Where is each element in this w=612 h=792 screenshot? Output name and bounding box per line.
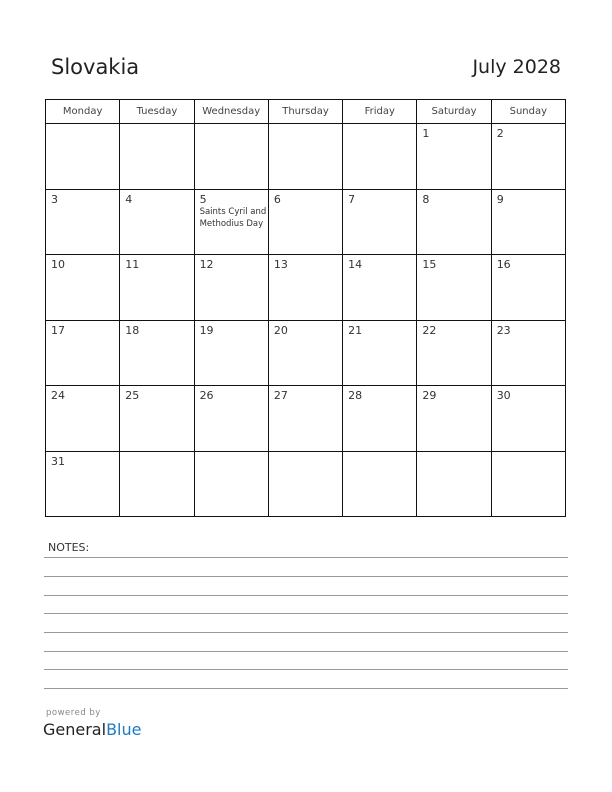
notes-line xyxy=(44,576,568,577)
notes-line xyxy=(44,613,568,614)
day-cell xyxy=(120,124,194,190)
day-number: 12 xyxy=(199,258,214,271)
day-cell xyxy=(491,451,565,517)
day-number: 23 xyxy=(496,323,511,337)
day-number: 10 xyxy=(51,258,65,271)
day-cell xyxy=(417,386,491,452)
notes-label: NOTES: xyxy=(48,541,90,554)
day-cell xyxy=(417,189,491,255)
day-cell xyxy=(417,124,491,190)
day-number: 7 xyxy=(348,192,356,206)
day-number: 22 xyxy=(422,323,437,337)
day-number xyxy=(269,452,342,455)
day-cell xyxy=(417,451,491,517)
day-cell xyxy=(417,255,491,321)
day-cell xyxy=(491,124,565,190)
notes-line xyxy=(44,632,568,633)
day-number: 16 xyxy=(496,258,511,271)
day-cell xyxy=(46,189,120,255)
weekday-header-row xyxy=(46,100,566,124)
weekday-friday: Friday xyxy=(343,100,417,124)
day-cell xyxy=(268,189,342,255)
brand-blue: Blue xyxy=(106,720,142,739)
day-cell xyxy=(46,386,120,452)
notes-line xyxy=(44,688,568,689)
day-number: 11 xyxy=(125,258,140,271)
week-row xyxy=(46,451,566,517)
day-number: 30 xyxy=(496,389,511,402)
day-number xyxy=(46,124,119,127)
day-number: 26 xyxy=(199,389,214,402)
day-number: 27 xyxy=(273,389,288,402)
holiday-label: Saints Cyril and Methodius Day xyxy=(199,206,267,229)
day-number: 18 xyxy=(125,323,140,337)
day-cell xyxy=(46,451,120,517)
day-cell xyxy=(491,386,565,452)
day-number xyxy=(417,452,490,455)
day-cell xyxy=(46,255,120,321)
day-cell xyxy=(120,255,194,321)
day-number: 6 xyxy=(273,192,281,206)
day-cell xyxy=(417,320,491,386)
day-cell xyxy=(491,320,565,386)
notes-line xyxy=(44,651,568,652)
notes-line xyxy=(44,595,568,596)
day-number: 14 xyxy=(348,258,363,271)
generalblue-logo xyxy=(43,720,141,739)
brand-general: General xyxy=(43,720,107,739)
day-number: 5 xyxy=(199,192,207,206)
day-cell xyxy=(194,451,268,517)
day-number: 13 xyxy=(273,258,288,271)
day-cell xyxy=(120,451,194,517)
notes-line xyxy=(44,557,568,558)
day-number: 31 xyxy=(51,454,65,468)
day-number: 3 xyxy=(51,192,58,206)
weekday-wednesday: Wednesday xyxy=(194,100,268,124)
day-number xyxy=(492,452,565,455)
day-number: 25 xyxy=(125,389,140,402)
day-cell xyxy=(194,255,268,321)
day-number: 8 xyxy=(422,192,430,206)
day-number xyxy=(343,452,416,455)
day-cell xyxy=(343,451,417,517)
day-number xyxy=(120,124,193,127)
week-row xyxy=(46,255,566,321)
day-number: 20 xyxy=(273,323,288,337)
week-row xyxy=(46,320,566,386)
week-row xyxy=(46,189,566,255)
day-cell xyxy=(268,451,342,517)
day-number xyxy=(120,452,193,455)
day-number: 17 xyxy=(51,323,65,337)
day-number: 1 xyxy=(422,127,430,140)
country-title: Slovakia xyxy=(51,55,140,79)
day-number: 15 xyxy=(422,258,437,271)
day-cell xyxy=(343,255,417,321)
weekday-monday: Monday xyxy=(46,100,120,124)
day-cell xyxy=(268,124,342,190)
day-cell xyxy=(120,320,194,386)
day-number xyxy=(343,124,416,127)
day-number: 28 xyxy=(348,389,363,402)
day-cell xyxy=(46,320,120,386)
day-number: 21 xyxy=(348,323,363,337)
day-number: 4 xyxy=(125,192,133,206)
day-number: 24 xyxy=(51,389,65,402)
day-cell xyxy=(491,255,565,321)
week-row xyxy=(46,124,566,190)
calendar-grid xyxy=(45,99,566,517)
day-cell xyxy=(268,386,342,452)
weekday-tuesday: Tuesday xyxy=(120,100,194,124)
day-cell xyxy=(343,189,417,255)
day-cell xyxy=(120,189,194,255)
day-number xyxy=(195,452,268,455)
day-cell xyxy=(194,124,268,190)
day-cell xyxy=(268,320,342,386)
day-number: 19 xyxy=(199,323,214,337)
day-number xyxy=(269,124,342,127)
day-number: 2 xyxy=(496,127,504,140)
day-number: 9 xyxy=(496,192,504,206)
day-cell xyxy=(46,124,120,190)
week-row xyxy=(46,386,566,452)
weekday-saturday: Saturday xyxy=(417,100,491,124)
day-cell xyxy=(343,124,417,190)
day-cell xyxy=(194,189,268,255)
notes-line xyxy=(44,669,568,670)
day-cell xyxy=(120,386,194,452)
day-cell xyxy=(343,320,417,386)
day-number: 29 xyxy=(422,389,437,402)
day-cell xyxy=(194,320,268,386)
day-cell xyxy=(491,189,565,255)
day-cell xyxy=(268,255,342,321)
month-year-title: July 2028 xyxy=(472,56,561,78)
powered-by-text: powered by xyxy=(46,708,101,718)
day-cell xyxy=(343,386,417,452)
weekday-sunday: Sunday xyxy=(491,100,565,124)
day-number xyxy=(195,124,268,127)
weekday-thursday: Thursday xyxy=(268,100,342,124)
day-cell xyxy=(194,386,268,452)
